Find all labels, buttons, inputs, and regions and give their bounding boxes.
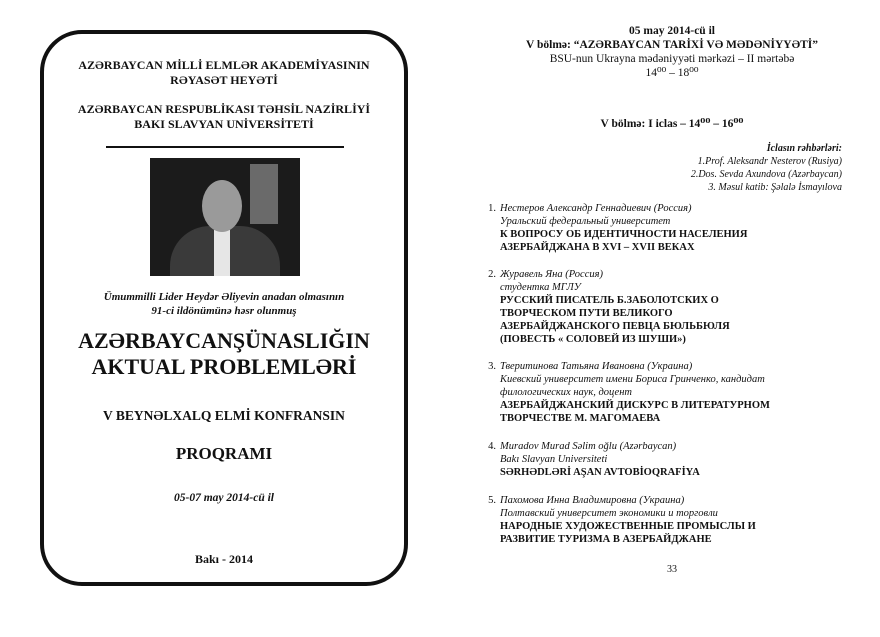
entry-title: К ВОПРОСУ ОБ ИДЕНТИЧНОСТИ НАСЕЛЕНИЯ	[500, 229, 748, 240]
program-entry	[488, 494, 820, 546]
conference-subtitle: V BEYNƏLXALQ ELMİ KONFRANSIN	[103, 408, 345, 423]
portrait-shirt	[214, 230, 230, 276]
entry-number: 5.	[488, 495, 496, 506]
page-number: 33	[667, 564, 677, 575]
program-entry	[488, 268, 820, 346]
section-venue: BSU-nun Ukrayna mədəniyyəti mərkəzi – II mərtəbə	[549, 53, 795, 65]
academy-line: AZƏRBAYCAN MİLLİ ELMLƏR AKADEMİYASININ	[78, 58, 370, 72]
entry-title: НАРОДНЫЕ ХУДОЖЕСТВЕННЫЕ ПРОМЫСЛЫ И	[500, 521, 756, 532]
session-title: V bölmə: I iclas – 14⁰⁰ – 16⁰⁰	[600, 118, 744, 130]
program-entry	[488, 360, 820, 425]
entry-author: Muradov Murad Səlim oğlu (Azərbaycan)	[500, 441, 677, 452]
entry-affiliation: Bakı Slavyan Universiteti	[500, 454, 608, 465]
academy-heading	[44, 58, 404, 88]
title-line: AZƏRBAYCANŞÜNASLIĞIN	[78, 328, 370, 353]
entry-title: АЗЕРБАЙДЖАНСКИЙ ДИСКУРС В ЛИТЕРАТУРНОМ	[500, 400, 770, 411]
flag-shape	[250, 164, 278, 224]
academy-line: RƏYASƏT HEYƏTİ	[170, 73, 278, 87]
entry-title: РАЗВИТИЕ ТУРИЗМА В АЗЕРБАЙДЖАНЕ	[500, 534, 712, 545]
entry-affiliation: Киевский университет имени Бориса Гринченко, кандидат	[500, 374, 765, 385]
entry-affiliation: студентка МГЛУ	[500, 282, 581, 293]
entry-author: Журавель Яна (Россия)	[500, 269, 603, 280]
conference-dates: 05-07 may 2014-cü il	[174, 492, 274, 504]
ministry-heading	[44, 102, 404, 132]
section-time: 14⁰⁰ – 18⁰⁰	[645, 67, 699, 79]
entry-number: 1.	[488, 203, 496, 214]
portrait-head	[202, 180, 242, 232]
section-date: 05 may 2014-cü il	[629, 25, 715, 37]
entry-title: ТВОРЧЕСКОМ ПУТИ ВЕЛИКОГО	[500, 308, 673, 319]
entry-number: 2.	[488, 269, 496, 280]
entry-title: (ПОВЕСТЬ « СОЛОВЕЙ ИЗ ШУШИ»)	[500, 334, 686, 345]
ministry-line: BAKI SLAVYAN UNİVERSİTETİ	[134, 117, 314, 131]
dedication	[44, 290, 404, 318]
chairs-label: İclasın rəhbərləri:	[766, 143, 842, 154]
chair-item: 3. Məsul katib: Şəlalə İsmayılova	[708, 182, 842, 193]
program-entry	[488, 440, 820, 479]
entry-title: SƏRHƏDLƏRİ AŞAN AVTOBİOQRAFİYA	[500, 467, 700, 478]
section-header	[476, 24, 868, 80]
entry-title: АЗЕРБАЙДЖАНА В XVI – XVII ВЕКАХ	[500, 242, 695, 253]
entry-affiliation: филологических наук, доцент	[500, 387, 633, 398]
entry-affiliation: Уральский федеральный университет	[500, 216, 671, 227]
portrait-photo	[150, 158, 300, 276]
entry-number: 3.	[488, 361, 496, 372]
title-line: AKTUAL PROBLEMLƏRİ	[91, 354, 357, 379]
chair-item: 1.Prof. Aleksandr Nesterov (Rusiya)	[697, 156, 842, 167]
entry-title: ТВОРЧЕСТВЕ М. МАГОМАЕВА	[500, 413, 661, 424]
program-label: PROQRAMI	[175, 444, 273, 463]
ministry-line: AZƏRBAYCAN RESPUBLİKASI TƏHSİL NAZİRLİYİ	[77, 102, 371, 116]
section-title: V bölmə: “AZƏRBAYCAN TARİXİ VƏ MƏDƏNİYYƏTİ”	[526, 39, 818, 51]
program-entry	[488, 202, 820, 254]
city-year: Bakı - 2014	[194, 552, 253, 566]
conference-title	[44, 328, 404, 380]
session-chairs	[691, 142, 842, 194]
dedication-line: Ümummilli Lider Heydər Əliyevin anadan olmasının	[103, 291, 345, 303]
entry-author: Тверитинова Татьяна Ивановна (Украина)	[500, 361, 693, 372]
dedication-line: 91-ci ildönümünə həsr olunmuş	[151, 305, 297, 317]
entry-affiliation: Полтавский университет экономики и торговли	[500, 508, 718, 519]
entry-author: Пахомова Инна Владимировна (Украина)	[500, 495, 685, 506]
chair-item: 2.Dos. Sevda Axundova (Azərbaycan)	[690, 169, 842, 180]
program-page	[476, 24, 868, 575]
entry-number: 4.	[488, 441, 496, 452]
divider	[106, 146, 344, 148]
entry-title: АЗЕРБАЙДЖАНСКОГО ПЕВЦА БЮЛЬБЮЛЯ	[500, 321, 730, 332]
entry-title: РУССКИЙ ПИСАТЕЛЬ Б.ЗАБОЛОТСКИХ О	[500, 295, 719, 306]
entry-author: Нестеров Александр Геннадиевич (Россия)	[500, 203, 692, 214]
